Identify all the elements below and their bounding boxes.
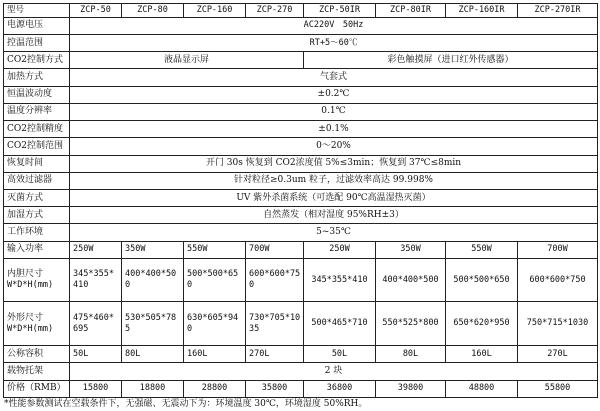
row-label-unit: W*D*H(mm)	[7, 280, 54, 291]
row-label: 载物托架	[4, 363, 70, 380]
row-value: 5~35℃	[70, 224, 598, 241]
size-cell: 750*715*1030	[518, 302, 598, 346]
row-value: 2 块	[70, 363, 598, 380]
power-cell: 250W	[304, 241, 376, 258]
row-value: 气套式	[70, 69, 598, 86]
power-cell: 250W	[70, 241, 122, 258]
size-cell: 500*465*710	[304, 302, 376, 346]
row-label: 灭菌方式	[4, 189, 70, 206]
size-cell: 600*600*750	[518, 258, 598, 302]
size-cell: 345*355*410	[70, 258, 122, 302]
size-cell: 730*705*1035	[246, 302, 304, 346]
size-cell: 345*355*410	[304, 258, 376, 302]
model-cell: ZCP-160	[184, 4, 246, 18]
row-power	[4, 241, 598, 258]
size-cell: 650*620*950	[446, 302, 518, 346]
row-label	[4, 258, 70, 302]
row-label: 输入功率	[4, 241, 70, 258]
row-label	[4, 302, 70, 346]
header-row	[4, 4, 598, 18]
row-co2-range	[4, 138, 598, 155]
row-price	[4, 380, 598, 397]
size-cell: 500*500*650	[184, 258, 246, 302]
size-cell: 400*400*500	[122, 258, 184, 302]
row-label-main: 外形尺寸	[7, 312, 44, 323]
row-value-ir: 彩色触摸屏（进口红外传感器）	[304, 52, 598, 69]
row-value: AC220V 50Hz	[70, 17, 598, 34]
price-cell: 35800	[246, 380, 304, 397]
size-cell: 400*400*500	[376, 258, 446, 302]
row-label: 温度分辨率	[4, 103, 70, 120]
row-environment	[4, 224, 598, 241]
power-cell: 350W	[376, 241, 446, 258]
row-volume	[4, 346, 598, 363]
volume-cell: 160L	[184, 346, 246, 363]
volume-cell: 80L	[376, 346, 446, 363]
model-cell: ZCP-270IR	[518, 4, 598, 18]
row-outer-size	[4, 302, 598, 346]
power-cell: 700W	[246, 241, 304, 258]
footnote: *性能参数测试在空载条件下，无强磁、无震动下为：环境温度 30℃，环境湿度 50%RH。	[4, 399, 368, 409]
row-fluctuation	[4, 86, 598, 103]
power-cell: 550W	[184, 241, 246, 258]
volume-cell: 160L	[446, 346, 518, 363]
size-cell: 530*505*785	[122, 302, 184, 346]
volume-cell: 50L	[70, 346, 122, 363]
price-cell: 39800	[376, 380, 446, 397]
row-label: 恢复时间	[4, 155, 70, 172]
row-value-standard: 液晶显示屏	[70, 52, 304, 69]
size-cell: 600*600*750	[246, 258, 304, 302]
row-temp-range	[4, 35, 598, 52]
row-label: CO2控制范围	[4, 138, 70, 155]
row-recovery	[4, 155, 598, 172]
power-cell: 550W	[446, 241, 518, 258]
price-cell: 28800	[184, 380, 246, 397]
row-label-unit: W*D*H(mm)	[7, 323, 54, 334]
model-cell: ZCP-50	[70, 4, 122, 18]
row-label: 价格（RMB）	[4, 380, 70, 397]
price-cell: 15800	[70, 380, 122, 397]
row-label: 工作环境	[4, 224, 70, 241]
row-value: 0.1℃	[70, 103, 598, 120]
model-cell: ZCP-160IR	[446, 4, 518, 18]
size-cell: 550*525*800	[376, 302, 446, 346]
header-label: 型号	[4, 4, 70, 18]
row-label: 控温范围	[4, 35, 70, 52]
row-label: 公称容积	[4, 346, 70, 363]
row-heating	[4, 69, 598, 86]
model-cell: ZCP-270	[246, 4, 304, 18]
model-cell: ZCP-80	[122, 4, 184, 18]
size-cell: 630*605*940	[184, 302, 246, 346]
row-shelves	[4, 363, 598, 380]
row-value: 针对粒径≥0.3um 粒子，过滤效率高达 99.998%	[70, 172, 598, 189]
row-value: RT+5～60℃	[70, 35, 598, 52]
row-value: UV 紫外杀菌系统（可选配 90℃高温湿热灭菌）	[70, 189, 598, 206]
row-label: 高效过滤器	[4, 172, 70, 189]
model-cell: ZCP-50IR	[304, 4, 376, 18]
row-label: 电源电压	[4, 17, 70, 34]
spec-table	[3, 3, 598, 398]
row-co2-control	[4, 52, 598, 69]
row-label: CO2控制方式	[4, 52, 70, 69]
price-cell: 48800	[446, 380, 518, 397]
row-value: 开门 30s 恢复到 CO2浓度值 5%≤3min；恢复到 37℃≤8min	[70, 155, 598, 172]
row-filter	[4, 172, 598, 189]
row-sterilize	[4, 189, 598, 206]
row-label-main: 内胆尺寸	[7, 269, 44, 280]
row-value: 自然蒸发（相对湿度 95%RH±3）	[70, 207, 598, 224]
row-value: ±0.1%	[70, 121, 598, 138]
row-voltage	[4, 17, 598, 34]
price-cell: 36800	[304, 380, 376, 397]
size-cell: 500*500*650	[446, 258, 518, 302]
row-humidify	[4, 207, 598, 224]
row-label: CO2控制精度	[4, 121, 70, 138]
row-inner-size	[4, 258, 598, 302]
row-label: 加热方式	[4, 69, 70, 86]
row-value: ±0.2℃	[70, 86, 598, 103]
price-cell: 18800	[122, 380, 184, 397]
row-co2-precision	[4, 121, 598, 138]
power-cell: 350W	[122, 241, 184, 258]
row-resolution	[4, 103, 598, 120]
row-label: 加湿方式	[4, 207, 70, 224]
row-label: 恒温波动度	[4, 86, 70, 103]
price-cell: 55800	[518, 380, 598, 397]
volume-cell: 270L	[518, 346, 598, 363]
power-cell: 700W	[518, 241, 598, 258]
size-cell: 475*460*695	[70, 302, 122, 346]
volume-cell: 50L	[304, 346, 376, 363]
volume-cell: 270L	[246, 346, 304, 363]
model-cell: ZCP-80IR	[376, 4, 446, 18]
volume-cell: 80L	[122, 346, 184, 363]
row-value: 0～20%	[70, 138, 598, 155]
